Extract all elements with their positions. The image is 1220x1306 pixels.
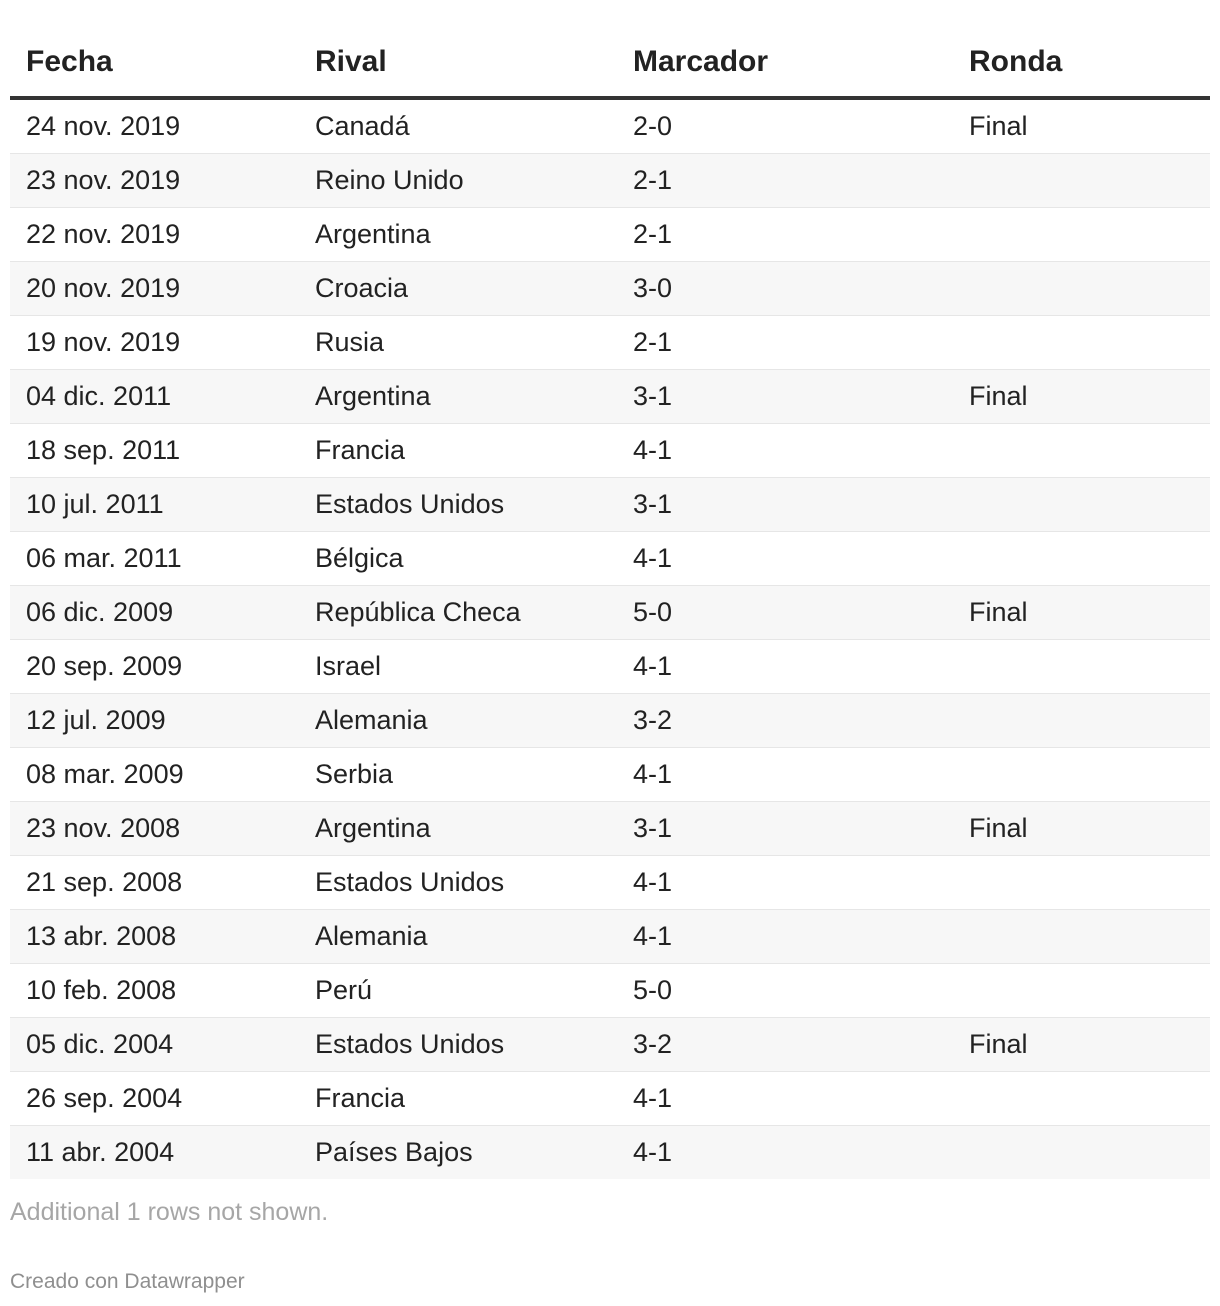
column-header-rival-label: Rival [315,45,387,78]
table-row [10,1072,1210,1126]
cell-marcador: 2-0 [617,98,953,154]
table-row [10,856,1210,910]
cell-ronda [953,316,1210,370]
cell-rival: Argentina [299,370,617,424]
cell-marcador: 4-1 [617,424,953,478]
cell-rival: Bélgica [299,532,617,586]
cell-marcador: 5-0 [617,964,953,1018]
table-container [10,0,1210,1179]
cell-marcador: 2-1 [617,154,953,208]
table-row [10,478,1210,532]
header-row [10,0,1210,98]
table-row [10,532,1210,586]
cell-marcador: 4-1 [617,748,953,802]
cell-rival: Rusia [299,316,617,370]
column-header-fecha-label: Fecha [26,45,113,78]
cell-marcador: 3-1 [617,478,953,532]
cell-marcador: 4-1 [617,1126,953,1180]
cell-fecha: 06 dic. 2009 [10,586,299,640]
table-row [10,802,1210,856]
cell-marcador: 4-1 [617,910,953,964]
cell-marcador: 3-1 [617,802,953,856]
cell-marcador: 2-1 [617,316,953,370]
table-row [10,370,1210,424]
cell-fecha: 04 dic. 2011 [10,370,299,424]
cell-fecha: 24 nov. 2019 [10,98,299,154]
cell-ronda [953,694,1210,748]
cell-ronda [953,262,1210,316]
cell-rival: República Checa [299,586,617,640]
cell-fecha: 10 jul. 2011 [10,478,299,532]
cell-ronda: Final [953,98,1210,154]
table-row [10,586,1210,640]
cell-fecha: 20 sep. 2009 [10,640,299,694]
cell-fecha: 20 nov. 2019 [10,262,299,316]
table-body [10,98,1210,1179]
cell-marcador: 4-1 [617,856,953,910]
cell-ronda [953,424,1210,478]
column-header-ronda[interactable] [953,0,1210,98]
cell-marcador: 3-2 [617,1018,953,1072]
table-row [10,640,1210,694]
cell-marcador: 4-1 [617,1072,953,1126]
cell-ronda [953,910,1210,964]
results-table [10,0,1210,1179]
cell-fecha: 23 nov. 2019 [10,154,299,208]
cell-ronda [953,532,1210,586]
cell-fecha: 05 dic. 2004 [10,1018,299,1072]
cell-rival: Países Bajos [299,1126,617,1180]
cell-fecha: 22 nov. 2019 [10,208,299,262]
table-notes: Additional 1 rows not shown. [10,1198,329,1226]
cell-rival: Perú [299,964,617,1018]
cell-fecha: 21 sep. 2008 [10,856,299,910]
cell-ronda: Final [953,370,1210,424]
cell-marcador: 4-1 [617,640,953,694]
table-row [10,98,1210,154]
cell-ronda [953,1072,1210,1126]
cell-rival: Estados Unidos [299,1018,617,1072]
table-row [10,748,1210,802]
cell-fecha: 10 feb. 2008 [10,964,299,1018]
column-header-marcador-label: Marcador [633,45,769,78]
cell-ronda [953,478,1210,532]
cell-marcador: 3-2 [617,694,953,748]
cell-rival: Israel [299,640,617,694]
cell-fecha: 26 sep. 2004 [10,1072,299,1126]
table-header [10,0,1210,98]
table-row [10,964,1210,1018]
table-row [10,424,1210,478]
table-row [10,154,1210,208]
cell-fecha: 18 sep. 2011 [10,424,299,478]
table-row [10,694,1210,748]
table-row [10,1126,1210,1180]
cell-rival: Alemania [299,910,617,964]
cell-ronda [953,154,1210,208]
column-header-rival[interactable] [299,0,617,98]
cell-ronda: Final [953,586,1210,640]
cell-fecha: 12 jul. 2009 [10,694,299,748]
column-header-fecha[interactable] [10,0,299,98]
cell-ronda: Final [953,1018,1210,1072]
cell-marcador: 4-1 [617,532,953,586]
cell-fecha: 08 mar. 2009 [10,748,299,802]
cell-ronda [953,964,1210,1018]
cell-ronda [953,208,1210,262]
cell-ronda [953,1126,1210,1180]
table-row [10,262,1210,316]
cell-marcador: 5-0 [617,586,953,640]
cell-ronda: Final [953,802,1210,856]
cell-ronda [953,856,1210,910]
cell-rival: Croacia [299,262,617,316]
table-row [10,1018,1210,1072]
column-header-ronda-label: Ronda [969,45,1063,78]
cell-fecha: 19 nov. 2019 [10,316,299,370]
cell-rival: Argentina [299,802,617,856]
cell-marcador: 3-0 [617,262,953,316]
cell-marcador: 3-1 [617,370,953,424]
table-row [10,910,1210,964]
cell-fecha: 13 abr. 2008 [10,910,299,964]
footer-credit: Creado con Datawrapper [10,1270,245,1293]
column-header-marcador[interactable] [617,0,953,98]
cell-rival: Estados Unidos [299,856,617,910]
cell-rival: Francia [299,424,617,478]
cell-rival: Alemania [299,694,617,748]
cell-fecha: 23 nov. 2008 [10,802,299,856]
cell-rival: Argentina [299,208,617,262]
cell-fecha: 06 mar. 2011 [10,532,299,586]
cell-ronda [953,640,1210,694]
cell-rival: Estados Unidos [299,478,617,532]
cell-fecha: 11 abr. 2004 [10,1126,299,1180]
cell-rival: Francia [299,1072,617,1126]
cell-marcador: 2-1 [617,208,953,262]
cell-rival: Canadá [299,98,617,154]
cell-rival: Reino Unido [299,154,617,208]
cell-ronda [953,748,1210,802]
table-row [10,316,1210,370]
cell-rival: Serbia [299,748,617,802]
table-row [10,208,1210,262]
